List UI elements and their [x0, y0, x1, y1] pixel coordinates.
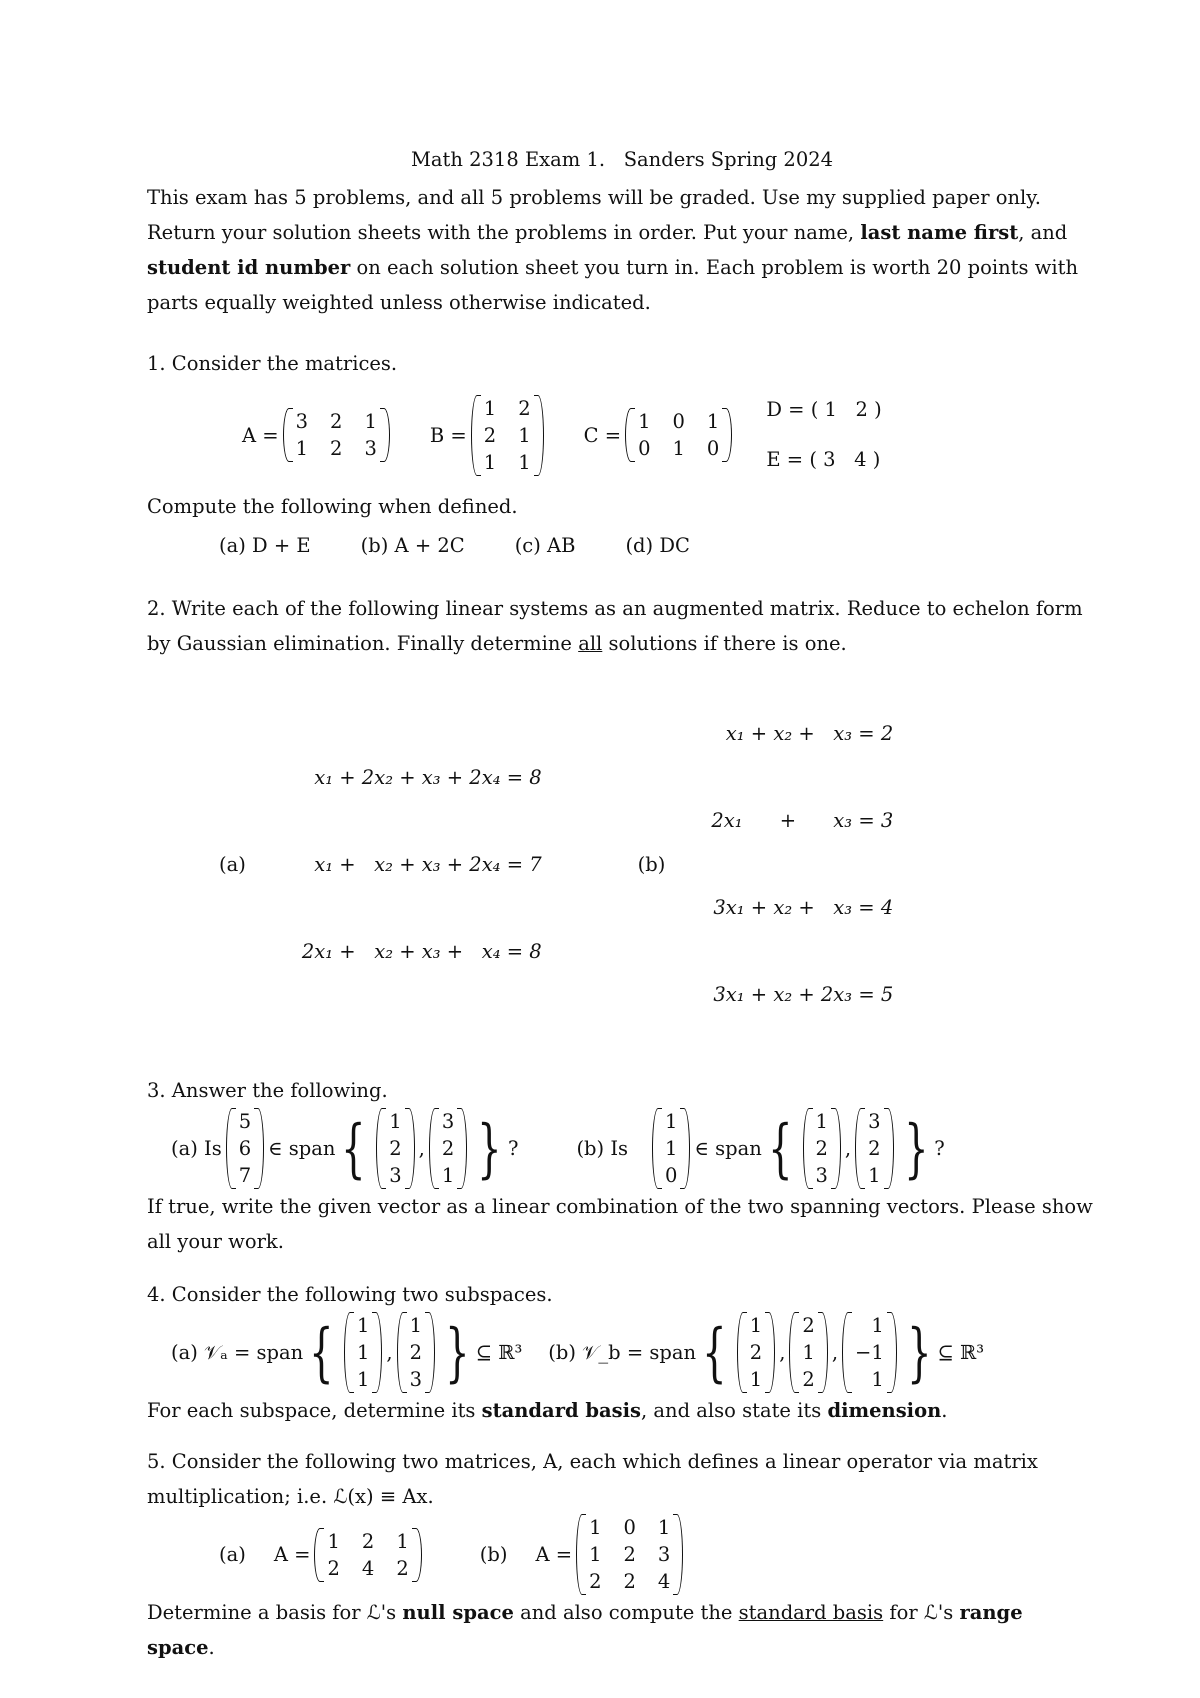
p3-a-label: (a) Is	[171, 1137, 222, 1160]
p3-a-span: ∈ span	[268, 1137, 336, 1160]
problem-3-parts: (a) Is 5 6 7 ∈ span { 1 2 3 , 3 2 1 } ? (b) Is 1 1 0 ∈ span { 1 2 3 , 3 2 1 } ?	[171, 1110, 945, 1187]
matrix-D: D = ( 1 2 )	[766, 398, 882, 421]
instructions	[147, 180, 1097, 320]
problem-4-instructions	[147, 1393, 1097, 1428]
system-a-eq: 2x₁ + x₂ + x₃ + x₄ = 8	[301, 939, 542, 963]
subspace-a-label: (a) 𝒱ₐ = span	[171, 1341, 304, 1364]
p4-text-3: .	[941, 1399, 948, 1422]
exam-page	[147, 142, 1097, 1665]
problem-5-instructions	[147, 1595, 1097, 1665]
vector-212: 2 1 2	[789, 1312, 827, 1393]
matrix-B: 1 2 2 1 1 1	[471, 395, 544, 476]
part-c: (c) AB	[514, 534, 576, 557]
right-brace-icon: }	[903, 1111, 929, 1186]
vector-321: 3 2 1	[855, 1108, 893, 1189]
problem-1-stem: 1. Consider the matrices.	[147, 352, 398, 375]
problem-2-stem	[147, 591, 1097, 661]
p5-bold-1: null space	[402, 1601, 514, 1624]
p5-underline: standard basis	[738, 1601, 884, 1624]
vector-123: 1 2 3	[803, 1108, 841, 1189]
matrix-E: E = ( 3 4 )	[766, 448, 881, 471]
problem-1-parts	[219, 528, 1097, 563]
p5-text-2: and also compute the	[520, 1601, 733, 1624]
matrix-p5b: 1 0 1 1 2 3 2 2 4	[576, 1514, 683, 1595]
right-brace-icon: }	[445, 1315, 470, 1390]
right-brace-icon: }	[906, 1315, 932, 1390]
system-a-eq: x₁ + 2x₂ + x₃ + 2x₄ = 8	[314, 765, 542, 789]
system-b-eq: 2x₁ + x₃ = 3	[711, 809, 894, 832]
system-b-label: (b)	[637, 852, 666, 876]
vector-121: 1 2 1	[737, 1312, 775, 1393]
vector-1-neg1-1: 1 −1 1	[842, 1312, 897, 1393]
p5-text-3: for ℒ's	[889, 1601, 954, 1624]
p4-text-2: , and also state its	[641, 1399, 822, 1422]
p5-b-lhs: A =	[535, 1543, 573, 1566]
problem-5-matrices	[219, 1514, 1097, 1595]
problem-1-matrices	[242, 385, 1097, 485]
p3-a-question: ?	[507, 1137, 519, 1160]
p5-b-label: (b)	[479, 1543, 508, 1566]
vector-567: 5 6 7	[226, 1108, 264, 1189]
problem-1-compute: Compute the following when defined.	[147, 495, 518, 518]
subset-r3: ⊆ ℝ³	[937, 1341, 985, 1364]
left-brace-icon: {	[767, 1111, 793, 1186]
left-brace-icon: {	[341, 1111, 367, 1186]
matrix-B-label: B =	[429, 423, 467, 447]
matrix-A: 3 2 1 1 2 3	[283, 408, 390, 462]
problem-2-underline-all: all	[578, 632, 603, 655]
subset-r3: ⊆ ℝ³	[475, 1341, 523, 1364]
system-b	[711, 661, 893, 1067]
right-brace-icon: }	[477, 1111, 502, 1186]
vector-110: 1 1 0	[652, 1108, 690, 1189]
left-brace-icon: {	[309, 1315, 334, 1390]
problem-2-systems	[219, 661, 1097, 1067]
system-b-eq: x₁ + x₂ + x₃ = 2	[725, 722, 894, 745]
matrix-p5a: 1 2 1 2 4 2	[314, 1528, 421, 1582]
system-a-eq: x₁ + x₂ + x₃ + 2x₄ = 7	[314, 852, 542, 876]
instructions-bold-2: student id number	[147, 256, 351, 279]
p4-bold-1: standard basis	[481, 1399, 642, 1422]
part-b: (b) A + 2C	[360, 534, 465, 557]
p3-b-label: (b) Is	[576, 1137, 629, 1160]
matrix-A-label: A =	[242, 423, 279, 447]
matrix-C: 1 0 1 0 1 0	[625, 408, 732, 462]
instructions-bold-1: last name first	[860, 221, 1019, 244]
p5-a-lhs: A =	[273, 1543, 311, 1566]
problem-4-stem: 4. Consider the following two subspaces.	[147, 1283, 553, 1306]
left-brace-icon: {	[702, 1315, 727, 1390]
system-a-label: (a)	[219, 852, 246, 876]
vector-123: 1 2 3	[376, 1108, 414, 1189]
p5-bold-2: range space	[147, 1601, 1023, 1659]
system-b-eq: 3x₁ + x₂ + x₃ = 4	[713, 896, 894, 919]
problem-3-instructions: If true, write the given vector as a linear combination of the two spanning vectors. Please show all your work.	[147, 1195, 1093, 1253]
matrix-C-label: C =	[583, 423, 622, 447]
exam-title: Math 2318 Exam 1. Sanders Spring 2024	[410, 148, 834, 171]
problem-5-stem: 5. Consider the following two matrices, A, each which defines a linear operator via matrix multiplication; i.e. ℒ(x) ≡ Ax.	[147, 1450, 1038, 1508]
subspace-b-label: (b) 𝒱_b = span	[548, 1341, 697, 1364]
problem-2-stem-text-end: solutions if there is one.	[608, 632, 847, 655]
p5-a-label: (a)	[219, 1543, 246, 1566]
problem-3-stem: 3. Answer the following.	[147, 1079, 388, 1102]
p3-b-span: ∈ span	[694, 1137, 762, 1160]
system-a	[302, 705, 542, 1024]
p4-bold-2: dimension	[827, 1399, 942, 1422]
instructions-text-3: on each solution sheet you turn in. Each problem is worth 20 points with parts equally weighted unless otherwise indicated.	[147, 256, 1079, 314]
p5-text-4: .	[208, 1636, 215, 1659]
p4-text-1: For each subspace, determine its	[147, 1399, 476, 1422]
instructions-text-2: , and	[1018, 221, 1068, 244]
p3-b-question: ?	[934, 1137, 945, 1160]
vector-123: 1 2 3	[397, 1312, 435, 1393]
part-d: (d) DC	[625, 534, 690, 557]
vector-321: 3 2 1	[429, 1108, 467, 1189]
problem-2-stem-text: 2. Write each of the following linear systems as an augmented matrix. Reduce to echelon form by Gaussian elimination. Finally determine	[147, 597, 1083, 655]
vector-111: 1 1 1	[344, 1312, 382, 1393]
p5-text-1: Determine a basis for ℒ's	[147, 1601, 397, 1624]
instructions-text-1: This exam has 5 problems, and all 5 problems will be graded. Use my supplied paper only. Return your solution sheets with the problems in order. Put your name,	[147, 186, 1041, 244]
part-a: (a) D + E	[219, 534, 311, 557]
system-b-eq: 3x₁ + x₂ + 2x₃ = 5	[713, 983, 894, 1006]
problem-4-subspaces: (a) 𝒱ₐ = span { 1 1 1 , 1 2 3 } ⊆ ℝ³ (b) 𝒱_b = span { 1 2 1 , 2 1 2 , 1 −1 1 } ⊆ ℝ³	[171, 1314, 985, 1391]
